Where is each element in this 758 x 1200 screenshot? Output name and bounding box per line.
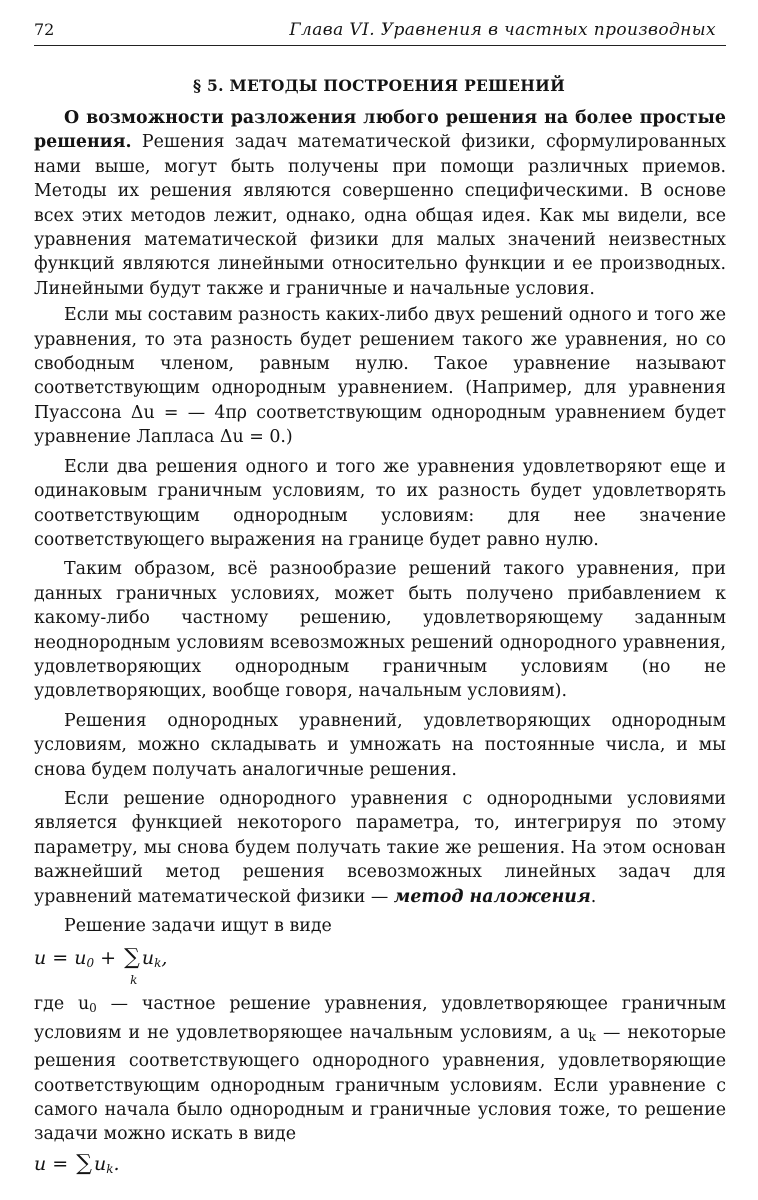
eq2-end: . [113,1152,120,1175]
paragraph-heading: О возможности разложения любого решения на более простые решения. [34,108,726,153]
method-term: метод наложения [393,886,591,907]
running-title: Глава VI. Уравнения в частных производных [289,20,716,40]
eq1-end: , [161,947,168,970]
eq1-term: u [141,947,155,970]
paragraph: Таким образом, всё разнообразие решений такого уравнения, при данных граничных условиях, может быть получено прибавлением к какому-либо частному решению, удовлетворяющему заданным неоднородным условиям всевозможных решений однородного уравнения, удовлетворяющих однородным граничным условиям (но не удовлетворяющих, вообще говоря, начальным условиям). [34,559,726,702]
paragraph [34,787,726,909]
equation-sum [34,1152,726,1182]
paragraph: Если два решения одного и того же уравнения удовлетворяют еще и одинаковым граничным условиям, то их разность будет удовлетворять соответствующим однородным условиям: для нее значение соответствующего выражения на границе будет равно нулю. [34,456,726,550]
eq2-term-sub: k [106,1161,114,1176]
subscript: k [588,1029,596,1044]
page-number: 72 [34,20,55,39]
paragraph: где $u_0$ — частное решение уравнения, удовлетворяющее граничным условиям и не удовлетворяющее начальным условиям, а $u_k$ — некоторые решения соответствующего однородного уравнения, удовлетворяющие соответствующим однородным граничным условиям. Если уравнение с самого начала было однородным и граничные условия тоже, то решение задачи можно искать в виде [34,994,727,1145]
subscript: 0 [89,1001,97,1016]
eq1-lhs: u = u [34,947,87,970]
sum-symbol: ∑ k [124,946,140,970]
eq2-term: u [93,1152,107,1175]
header-rule [34,45,726,46]
section-title: § 5. МЕТОДЫ ПОСТРОЕНИЯ РЕШЕНИЙ [192,76,566,95]
paragraph-text: Если решение однородного уравнения с однородными условиями является функцией некоторого параметра, то, интегрируя по этому параметру, мы снова будем получать такие же решения. На этом основан важнейший метод решения всевозможных линейных задач для уравнений математической физики — [34,788,726,907]
eq1-term-sub: k [154,956,162,971]
eq2-lhs: u = [34,1152,75,1175]
paragraph [34,106,726,301]
eq1-lhs-sub: 0 [86,956,95,971]
sum-symbol: ∑ [76,1150,92,1176]
equation-sum-with-particular [34,945,726,988]
paragraph: Решения однородных уравнений, удовлетворяющих однородным условиям, можно складывать и умножать на постоянные числа, и мы снова будем получать аналогичные решения. [34,710,726,780]
paragraph: Решение задачи ищут в виде [64,916,332,936]
body-text [34,106,726,1182]
sum-index: k [130,973,138,988]
page-header [34,18,726,44]
paragraph: Если мы составим разность каких-либо двух решений одного и того же уравнения, то эта разность будет решением такого же уравнения, но со свободным членом, равным нулю. Такое уравнение называют соответствующим однородным уравнением. (Например, для уравнения Пуассона Δu = — 4πρ соответствующим однородным уравнением будет уравнение Лапласа Δu = 0.) [34,305,726,448]
eq1-plus: + [94,947,123,970]
paragraph-text: Решения задач математической физики, сформулированных нами выше, могут быть получены при помощи различных приемов. Методы их решения являются совершенно специфическими. В основе всех этих методов лежит, однако, одна общая идея. Как мы видели, все уравнения математической физики для малых значений неизвестных функций являются линейными относительно функции и ее производных. Линейными будут также и граничные и начальные условия. [34,132,726,299]
paragraph-end: . [590,886,597,907]
